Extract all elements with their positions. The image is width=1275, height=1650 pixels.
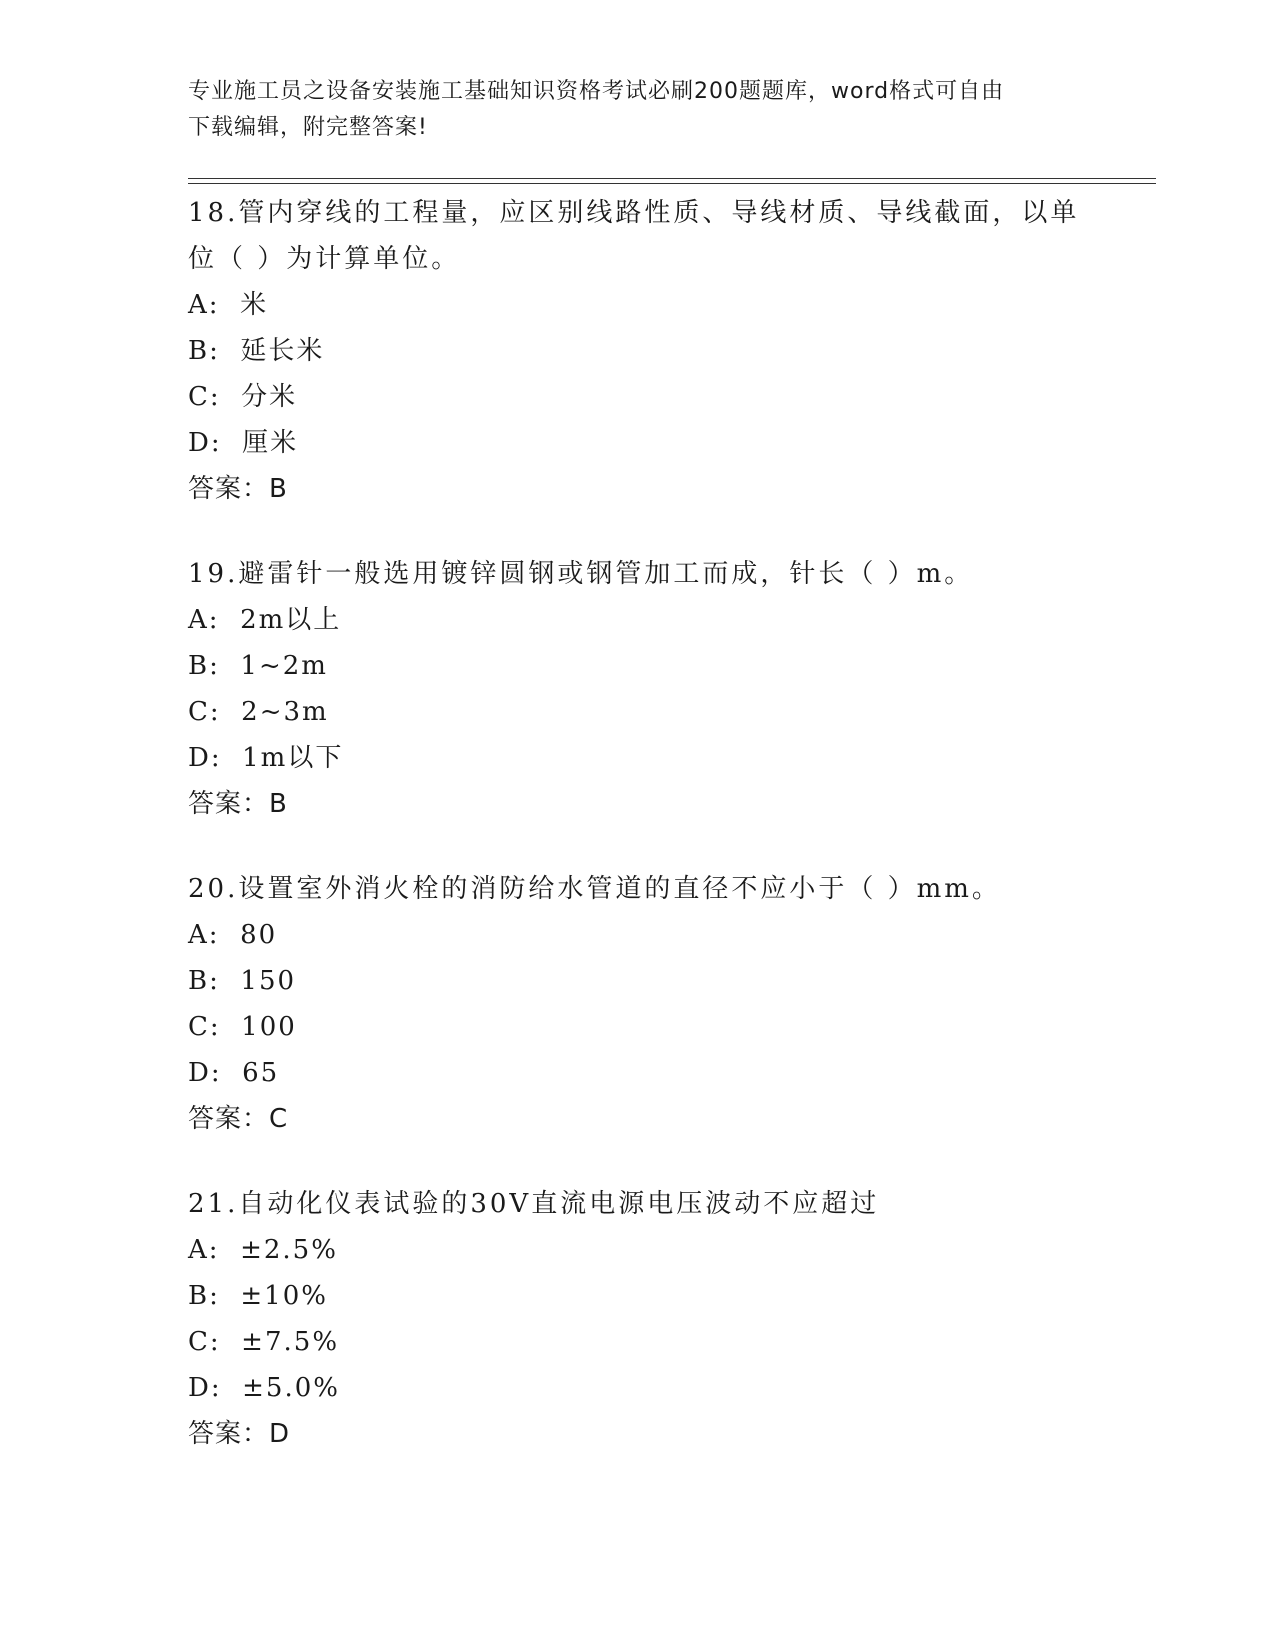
option-a: A: 2m以上	[188, 605, 342, 635]
question-list	[188, 190, 1088, 1496]
question-stem-line: 位（ ）为计算单位。	[188, 244, 461, 274]
option-b: B: 150	[188, 966, 297, 996]
option-d: D: ±5.0%	[188, 1373, 340, 1403]
answer-line: 答案：D	[188, 1419, 291, 1449]
document-header	[188, 74, 1088, 146]
header-line-2: 下载编辑，附完整答案!	[188, 115, 428, 140]
option-d: D: 1m以下	[188, 743, 344, 773]
question-19	[188, 551, 1088, 827]
answer-line: 答案：B	[188, 789, 288, 819]
option-b: B: 1~2m	[188, 651, 328, 681]
question-stem-line: 18.管内穿线的工程量，应区别线路性质、导线材质、导线截面，以单	[188, 198, 1080, 228]
option-d: D: 65	[188, 1058, 280, 1088]
option-a: A: 米	[188, 290, 269, 320]
option-c: C: ±7.5%	[188, 1327, 340, 1357]
option-d: D: 厘米	[188, 428, 299, 458]
header-line-1: 专业施工员之设备安装施工基础知识资格考试必刷200题题库，word格式可自由	[188, 79, 1005, 104]
option-b: B: ±10%	[188, 1281, 328, 1311]
option-c: C: 分米	[188, 382, 298, 412]
question-stem-line: 20.设置室外消火栓的消防给水管道的直径不应小于（ ）mm。	[188, 874, 1001, 904]
question-stem-line: 19.避雷针一般选用镀锌圆钢或钢管加工而成，针长（ ）m。	[188, 559, 974, 589]
option-b: B: 延长米	[188, 336, 325, 366]
question-21	[188, 1181, 1088, 1457]
header-divider-top	[188, 178, 1156, 179]
question-18	[188, 190, 1088, 512]
header-divider-bottom	[188, 183, 1156, 184]
answer-line: 答案：C	[188, 1104, 289, 1134]
question-20	[188, 866, 1088, 1142]
answer-line: 答案：B	[188, 474, 288, 504]
option-a: A: 80	[188, 920, 278, 950]
option-c: C: 2~3m	[188, 697, 329, 727]
option-a: A: ±2.5%	[188, 1235, 338, 1265]
option-c: C: 100	[188, 1012, 297, 1042]
question-stem-line: 21.自动化仪表试验的30V直流电源电压波动不应超过	[188, 1189, 880, 1219]
